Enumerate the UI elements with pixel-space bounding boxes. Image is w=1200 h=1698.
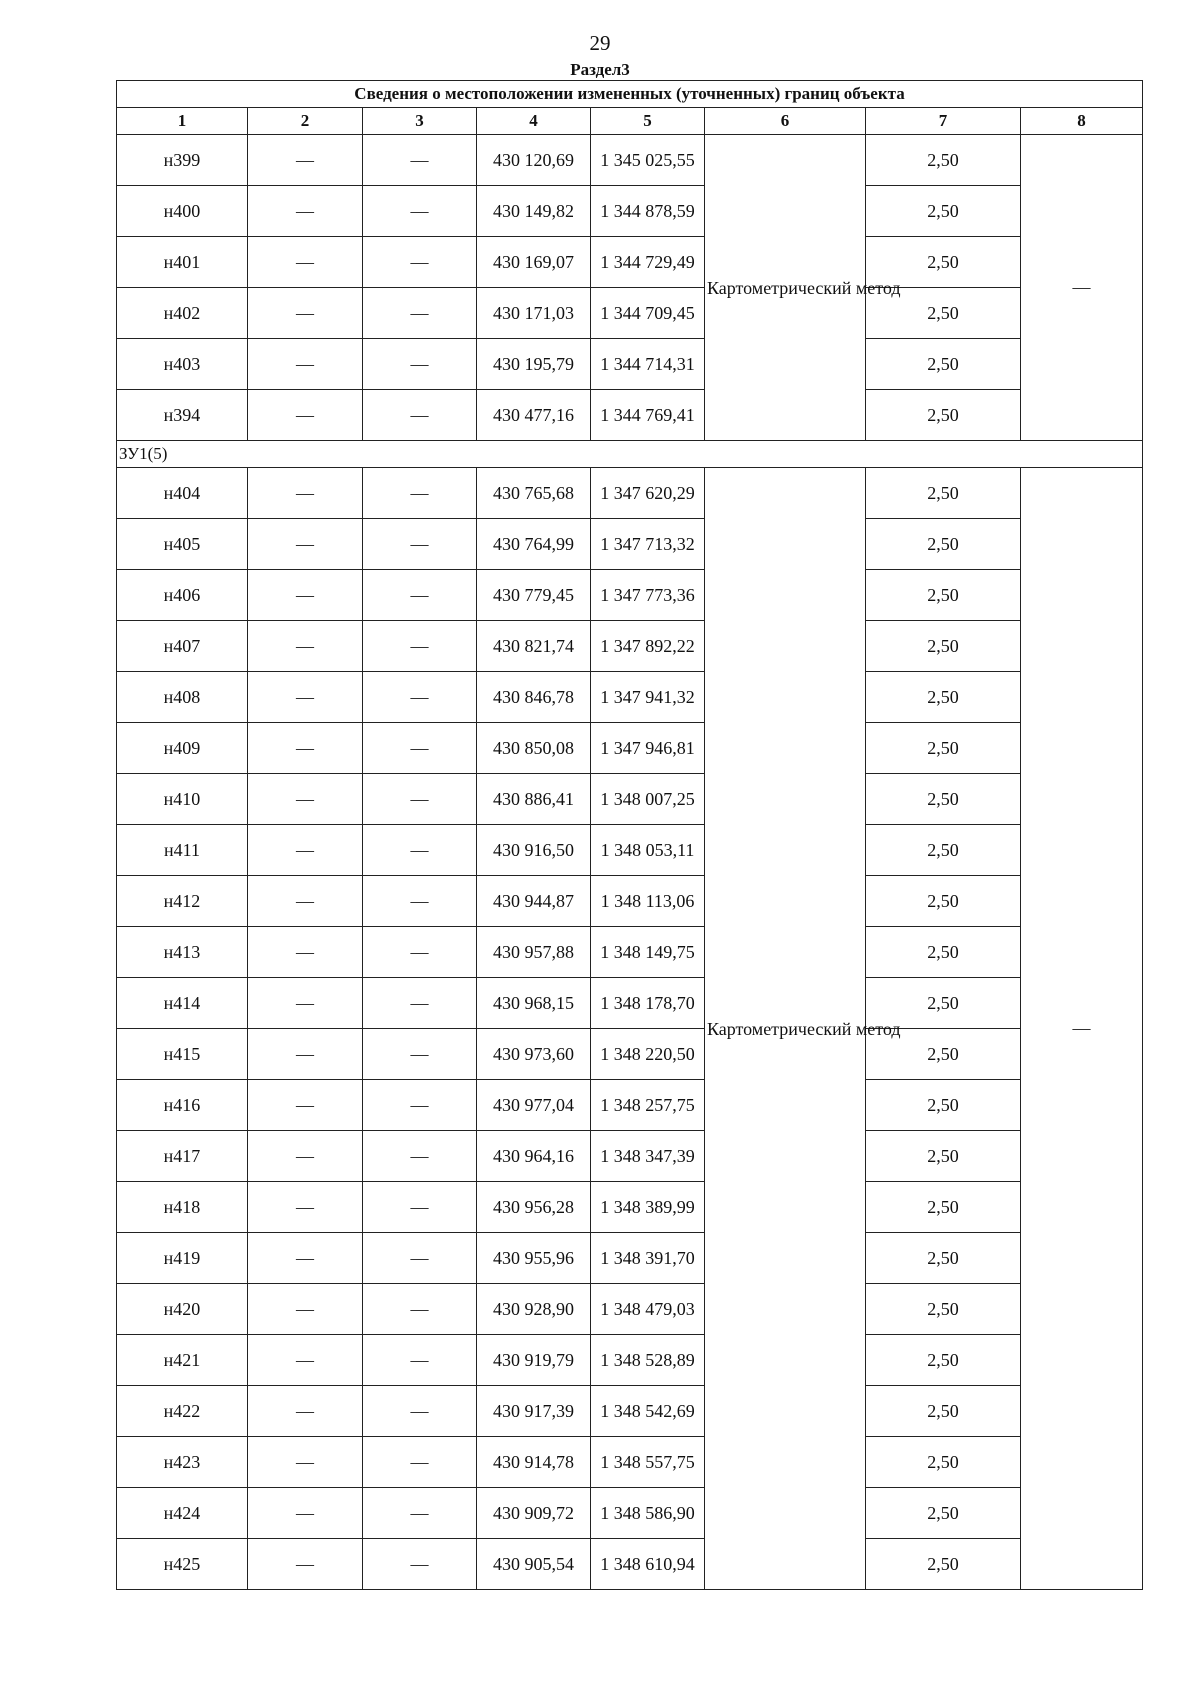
point-name-cell: н424 — [117, 1488, 248, 1539]
y-coordinate-cell: 1 344 709,45 — [591, 288, 705, 339]
group-label: ЗУ1(5) — [117, 441, 1143, 468]
accuracy-cell: 2,50 — [866, 825, 1021, 876]
table-row — [117, 390, 1143, 441]
point-name-cell: н423 — [117, 1437, 248, 1488]
x-coordinate-cell: 430 977,04 — [477, 1080, 591, 1131]
column-3-cell: — — [363, 1080, 477, 1131]
accuracy-cell: 2,50 — [866, 1182, 1021, 1233]
column-2-cell: — — [248, 237, 363, 288]
table-row — [117, 237, 1143, 288]
y-coordinate-cell: 1 348 557,75 — [591, 1437, 705, 1488]
point-name-cell: н415 — [117, 1029, 248, 1080]
point-name-cell: н394 — [117, 390, 248, 441]
column-number-3: 3 — [363, 108, 477, 135]
column-2-cell: — — [248, 519, 363, 570]
table-row — [117, 1539, 1143, 1590]
table-row — [117, 186, 1143, 237]
column-2-cell: — — [248, 1131, 363, 1182]
point-name-cell: н418 — [117, 1182, 248, 1233]
column-3-cell: — — [363, 390, 477, 441]
column-2-cell: — — [248, 774, 363, 825]
column-2-cell: — — [248, 468, 363, 519]
accuracy-cell: 2,50 — [866, 1029, 1021, 1080]
column-2-cell: — — [248, 1233, 363, 1284]
table-row — [117, 1335, 1143, 1386]
column-2-cell: — — [248, 723, 363, 774]
point-name-cell: н410 — [117, 774, 248, 825]
table-row — [117, 135, 1143, 186]
accuracy-cell: 2,50 — [866, 1488, 1021, 1539]
point-name-cell: н409 — [117, 723, 248, 774]
point-name-cell: н404 — [117, 468, 248, 519]
y-coordinate-cell: 1 347 892,22 — [591, 621, 705, 672]
y-coordinate-cell: 1 348 178,70 — [591, 978, 705, 1029]
x-coordinate-cell: 430 764,99 — [477, 519, 591, 570]
column-number-1: 1 — [117, 108, 248, 135]
point-name-cell: н417 — [117, 1131, 248, 1182]
y-coordinate-cell: 1 348 528,89 — [591, 1335, 705, 1386]
point-name-cell: н425 — [117, 1539, 248, 1590]
point-name-cell: н399 — [117, 135, 248, 186]
table-row — [117, 825, 1143, 876]
column-2-cell: — — [248, 1437, 363, 1488]
y-coordinate-cell: 1 348 389,99 — [591, 1182, 705, 1233]
table-row — [117, 1284, 1143, 1335]
point-name-cell: н422 — [117, 1386, 248, 1437]
accuracy-cell: 2,50 — [866, 339, 1021, 390]
point-name-cell: н414 — [117, 978, 248, 1029]
table-row — [117, 570, 1143, 621]
table-row — [117, 1386, 1143, 1437]
x-coordinate-cell: 430 850,08 — [477, 723, 591, 774]
table-row — [117, 288, 1143, 339]
point-name-cell: н407 — [117, 621, 248, 672]
column-3-cell: — — [363, 1437, 477, 1488]
accuracy-cell: 2,50 — [866, 186, 1021, 237]
point-name-cell: н403 — [117, 339, 248, 390]
accuracy-cell: 2,50 — [866, 1437, 1021, 1488]
y-coordinate-cell: 1 348 149,75 — [591, 927, 705, 978]
y-coordinate-cell: 1 347 946,81 — [591, 723, 705, 774]
column-number-4: 4 — [477, 108, 591, 135]
table-row — [117, 876, 1143, 927]
column-3-cell: — — [363, 339, 477, 390]
column-3-cell: — — [363, 1182, 477, 1233]
column-2-cell: — — [248, 1080, 363, 1131]
accuracy-cell: 2,50 — [866, 1386, 1021, 1437]
column-3-cell: — — [363, 570, 477, 621]
point-name-cell: н419 — [117, 1233, 248, 1284]
column-2-cell: — — [248, 186, 363, 237]
x-coordinate-cell: 430 957,88 — [477, 927, 591, 978]
accuracy-cell: 2,50 — [866, 570, 1021, 621]
column-3-cell: — — [363, 135, 477, 186]
x-coordinate-cell: 430 956,28 — [477, 1182, 591, 1233]
accuracy-cell: 2,50 — [866, 1335, 1021, 1386]
column-number-8: 8 — [1021, 108, 1143, 135]
column-3-cell: — — [363, 1029, 477, 1080]
column-2-cell: — — [248, 876, 363, 927]
column-3-cell: — — [363, 978, 477, 1029]
x-coordinate-cell: 430 779,45 — [477, 570, 591, 621]
point-name-cell: н400 — [117, 186, 248, 237]
x-coordinate-cell: 430 955,96 — [477, 1233, 591, 1284]
accuracy-cell: 2,50 — [866, 621, 1021, 672]
page-number: 29 — [589, 31, 611, 55]
column-3-cell: — — [363, 1131, 477, 1182]
accuracy-cell: 2,50 — [866, 390, 1021, 441]
y-coordinate-cell: 1 345 025,55 — [591, 135, 705, 186]
x-coordinate-cell: 430 477,16 — [477, 390, 591, 441]
x-coordinate-cell: 430 846,78 — [477, 672, 591, 723]
table-row — [117, 468, 1143, 519]
column-3-cell: — — [363, 288, 477, 339]
column-2-cell: — — [248, 288, 363, 339]
y-coordinate-cell: 1 344 769,41 — [591, 390, 705, 441]
column-3-cell: — — [363, 1284, 477, 1335]
point-name-cell: н401 — [117, 237, 248, 288]
column-3-cell: — — [363, 519, 477, 570]
column-3-cell: — — [363, 876, 477, 927]
column-2-cell: — — [248, 1335, 363, 1386]
column-3-cell: — — [363, 237, 477, 288]
accuracy-cell: 2,50 — [866, 135, 1021, 186]
accuracy-cell: 2,50 — [866, 1131, 1021, 1182]
y-coordinate-cell: 1 348 347,39 — [591, 1131, 705, 1182]
column-3-cell: — — [363, 672, 477, 723]
column-2-cell: — — [248, 672, 363, 723]
column-number-7: 7 — [866, 108, 1021, 135]
x-coordinate-cell: 430 928,90 — [477, 1284, 591, 1335]
column-2-cell: — — [248, 339, 363, 390]
column-3-cell: — — [363, 1539, 477, 1590]
table-row — [117, 1488, 1143, 1539]
x-coordinate-cell: 430 919,79 — [477, 1335, 591, 1386]
group-header-row — [117, 441, 1143, 468]
column-2-cell: — — [248, 1488, 363, 1539]
point-name-cell: н406 — [117, 570, 248, 621]
column-8-cell: — — [1021, 135, 1143, 441]
x-coordinate-cell: 430 120,69 — [477, 135, 591, 186]
table-row — [117, 1233, 1143, 1284]
y-coordinate-cell: 1 344 878,59 — [591, 186, 705, 237]
column-2-cell: — — [248, 927, 363, 978]
y-coordinate-cell: 1 348 479,03 — [591, 1284, 705, 1335]
point-name-cell: н420 — [117, 1284, 248, 1335]
x-coordinate-cell: 430 909,72 — [477, 1488, 591, 1539]
point-name-cell: н411 — [117, 825, 248, 876]
column-3-cell: — — [363, 186, 477, 237]
table-row — [117, 1437, 1143, 1488]
x-coordinate-cell: 430 917,39 — [477, 1386, 591, 1437]
method-label: Картометрический метод — [707, 1018, 901, 1039]
column-2-cell: — — [248, 1386, 363, 1437]
y-coordinate-cell: 1 348 391,70 — [591, 1233, 705, 1284]
accuracy-cell: 2,50 — [866, 876, 1021, 927]
point-name-cell: н413 — [117, 927, 248, 978]
column-8-cell: — — [1021, 468, 1143, 1590]
y-coordinate-cell: 1 348 113,06 — [591, 876, 705, 927]
accuracy-cell: 2,50 — [866, 1539, 1021, 1590]
table-row — [117, 1080, 1143, 1131]
y-coordinate-cell: 1 347 773,36 — [591, 570, 705, 621]
x-coordinate-cell: 430 149,82 — [477, 186, 591, 237]
column-3-cell: — — [363, 774, 477, 825]
column-3-cell: — — [363, 1335, 477, 1386]
column-3-cell: — — [363, 825, 477, 876]
table-row — [117, 339, 1143, 390]
x-coordinate-cell: 430 195,79 — [477, 339, 591, 390]
accuracy-cell: 2,50 — [866, 723, 1021, 774]
column-2-cell: — — [248, 621, 363, 672]
point-name-cell: н412 — [117, 876, 248, 927]
y-coordinate-cell: 1 348 220,50 — [591, 1029, 705, 1080]
y-coordinate-cell: 1 348 007,25 — [591, 774, 705, 825]
table-row — [117, 1182, 1143, 1233]
point-name-cell: н405 — [117, 519, 248, 570]
column-3-cell: — — [363, 468, 477, 519]
column-2-cell: — — [248, 390, 363, 441]
x-coordinate-cell: 430 169,07 — [477, 237, 591, 288]
table-row — [117, 927, 1143, 978]
y-coordinate-cell: 1 348 586,90 — [591, 1488, 705, 1539]
table-body — [117, 135, 1143, 1590]
accuracy-cell: 2,50 — [866, 1233, 1021, 1284]
x-coordinate-cell: 430 765,68 — [477, 468, 591, 519]
point-name-cell: н408 — [117, 672, 248, 723]
x-coordinate-cell: 430 171,03 — [477, 288, 591, 339]
y-coordinate-cell: 1 347 620,29 — [591, 468, 705, 519]
table-row — [117, 978, 1143, 1029]
table-row — [117, 621, 1143, 672]
column-2-cell: — — [248, 1029, 363, 1080]
table-caption: Сведения о местоположении измененных (уточненных) границ объекта — [117, 81, 1143, 108]
column-number-5: 5 — [591, 108, 705, 135]
column-2-cell: — — [248, 1539, 363, 1590]
column-2-cell: — — [248, 570, 363, 621]
table-row — [117, 1029, 1143, 1080]
column-3-cell: — — [363, 927, 477, 978]
y-coordinate-cell: 1 348 257,75 — [591, 1080, 705, 1131]
column-2-cell: — — [248, 825, 363, 876]
column-3-cell: — — [363, 723, 477, 774]
x-coordinate-cell: 430 964,16 — [477, 1131, 591, 1182]
column-2-cell: — — [248, 978, 363, 1029]
x-coordinate-cell: 430 968,15 — [477, 978, 591, 1029]
x-coordinate-cell: 430 973,60 — [477, 1029, 591, 1080]
x-coordinate-cell: 430 886,41 — [477, 774, 591, 825]
y-coordinate-cell: 1 348 610,94 — [591, 1539, 705, 1590]
column-2-cell: — — [248, 135, 363, 186]
column-2-cell: — — [248, 1182, 363, 1233]
method-cell — [705, 468, 901, 1590]
column-3-cell: — — [363, 1386, 477, 1437]
x-coordinate-cell: 430 905,54 — [477, 1539, 591, 1590]
y-coordinate-cell: 1 347 941,32 — [591, 672, 705, 723]
x-coordinate-cell: 430 916,50 — [477, 825, 591, 876]
column-number-row — [117, 108, 1143, 135]
column-3-cell: — — [363, 621, 477, 672]
accuracy-cell: 2,50 — [866, 237, 1021, 288]
accuracy-cell: 2,50 — [866, 519, 1021, 570]
accuracy-cell: 2,50 — [866, 927, 1021, 978]
column-number-6: 6 — [705, 108, 866, 135]
table-row — [117, 519, 1143, 570]
x-coordinate-cell: 430 914,78 — [477, 1437, 591, 1488]
column-3-cell: — — [363, 1233, 477, 1284]
table-row — [117, 672, 1143, 723]
accuracy-cell: 2,50 — [866, 978, 1021, 1029]
section-title: Раздел3 — [570, 60, 630, 79]
y-coordinate-cell: 1 344 714,31 — [591, 339, 705, 390]
accuracy-cell: 2,50 — [866, 774, 1021, 825]
column-3-cell: — — [363, 1488, 477, 1539]
method-cell — [705, 135, 901, 441]
accuracy-cell: 2,50 — [866, 468, 1021, 519]
y-coordinate-cell: 1 347 713,32 — [591, 519, 705, 570]
x-coordinate-cell: 430 944,87 — [477, 876, 591, 927]
accuracy-cell: 2,50 — [866, 1080, 1021, 1131]
accuracy-cell: 2,50 — [866, 672, 1021, 723]
column-number-2: 2 — [248, 108, 363, 135]
accuracy-cell: 2,50 — [866, 288, 1021, 339]
point-name-cell: н402 — [117, 288, 248, 339]
y-coordinate-cell: 1 348 053,11 — [591, 825, 705, 876]
boundary-coordinates-table — [116, 80, 1143, 1590]
table-row — [117, 1131, 1143, 1182]
table-row — [117, 774, 1143, 825]
y-coordinate-cell: 1 348 542,69 — [591, 1386, 705, 1437]
y-coordinate-cell: 1 344 729,49 — [591, 237, 705, 288]
x-coordinate-cell: 430 821,74 — [477, 621, 591, 672]
method-label: Картометрический метод — [707, 277, 901, 298]
accuracy-cell: 2,50 — [866, 1284, 1021, 1335]
table-row — [117, 723, 1143, 774]
point-name-cell: н421 — [117, 1335, 248, 1386]
point-name-cell: н416 — [117, 1080, 248, 1131]
column-2-cell: — — [248, 1284, 363, 1335]
